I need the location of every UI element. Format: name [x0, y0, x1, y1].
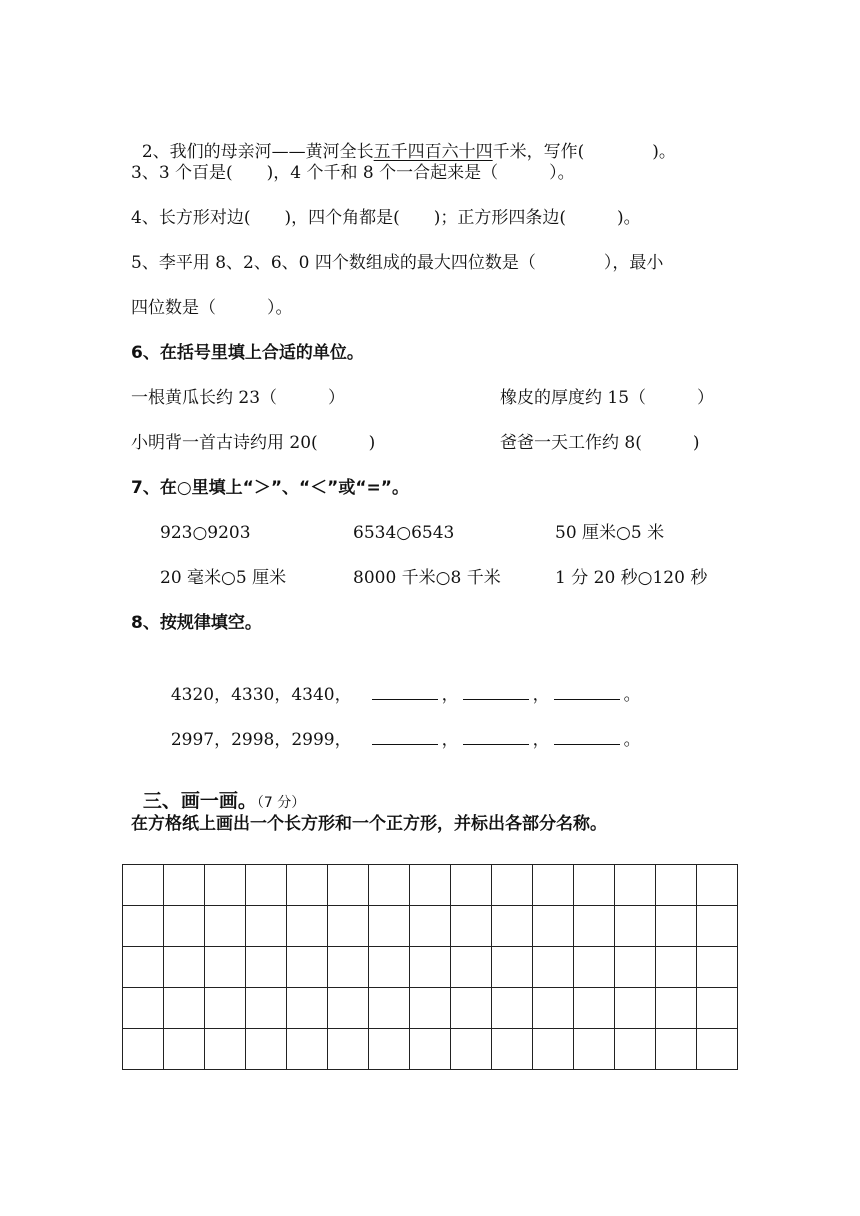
q6-item: 橡皮的厚度约 15（ ）	[500, 388, 715, 408]
question-5-line-2: 四位数是（ ）。	[131, 298, 293, 318]
q8-separator: ，	[532, 685, 550, 705]
q8-sequence: 4320，4330，4340，	[170, 685, 352, 705]
q7-item: 20 毫米○5 厘米	[160, 568, 287, 588]
q2-text-pre: 2、我们的母亲河——黄河全长	[141, 142, 374, 162]
q8-separator: ，	[532, 730, 550, 750]
answer-blank[interactable]	[372, 681, 438, 700]
q7-item: 6534○6543	[353, 523, 455, 543]
question-8-title: 8、按规律填空。	[131, 613, 262, 633]
q7-item: 50 厘米○5 米	[555, 523, 665, 543]
question-5-line-1: 5、李平用 8、2、6、0 四个数组成的最大四位数是（ ），最小	[131, 253, 664, 273]
section-3-title: 三、画一画。	[142, 790, 257, 812]
answer-blank[interactable]	[554, 726, 620, 745]
q6-item: 一根黄瓜长约 23（ ）	[131, 388, 346, 408]
question-4: 4、长方形对边( )，四个角都是( )；正方形四条边( )。	[131, 208, 641, 228]
q2-underlined-number: 五千四百六十四	[373, 142, 493, 162]
q8-row	[160, 702, 641, 752]
answer-blank[interactable]	[463, 681, 529, 700]
answer-blank[interactable]	[372, 726, 438, 745]
section-3-instruction: 在方格纸上画出一个长方形和一个正方形，并标出各部分名称。	[131, 814, 607, 834]
question-2	[131, 116, 676, 164]
q8-end: 。	[623, 685, 641, 705]
q7-item: 1 分 20 秒○120 秒	[555, 568, 708, 588]
question-3: 3、3 个百是( )，4 个千和 8 个一合起来是（ ）。	[131, 163, 575, 183]
answer-blank[interactable]	[554, 681, 620, 700]
q8-end: 。	[623, 730, 641, 750]
question-7-title: 7、在○里填上“＞”、“＜”或“=”。	[131, 478, 409, 498]
section-3-heading	[131, 765, 305, 815]
q8-separator: ，	[441, 730, 459, 750]
question-6-title: 6、在括号里填上合适的单位。	[131, 343, 364, 363]
square-grid-paper[interactable]	[122, 864, 738, 1070]
q8-separator: ，	[441, 685, 459, 705]
q8-sequence: 2997，2998，2999，	[170, 730, 352, 750]
q7-item: 8000 千米○8 千米	[353, 568, 501, 588]
answer-blank[interactable]	[463, 726, 529, 745]
section-3-score: （7 分）	[256, 795, 306, 811]
q8-row	[160, 657, 641, 707]
q2-text-post: 千米，写作( )。	[492, 142, 676, 162]
q6-item: 爸爸一天工作约 8( )	[500, 433, 700, 453]
q6-item: 小明背一首古诗约用 20( )	[131, 433, 376, 453]
q7-item: 923○9203	[160, 523, 251, 543]
